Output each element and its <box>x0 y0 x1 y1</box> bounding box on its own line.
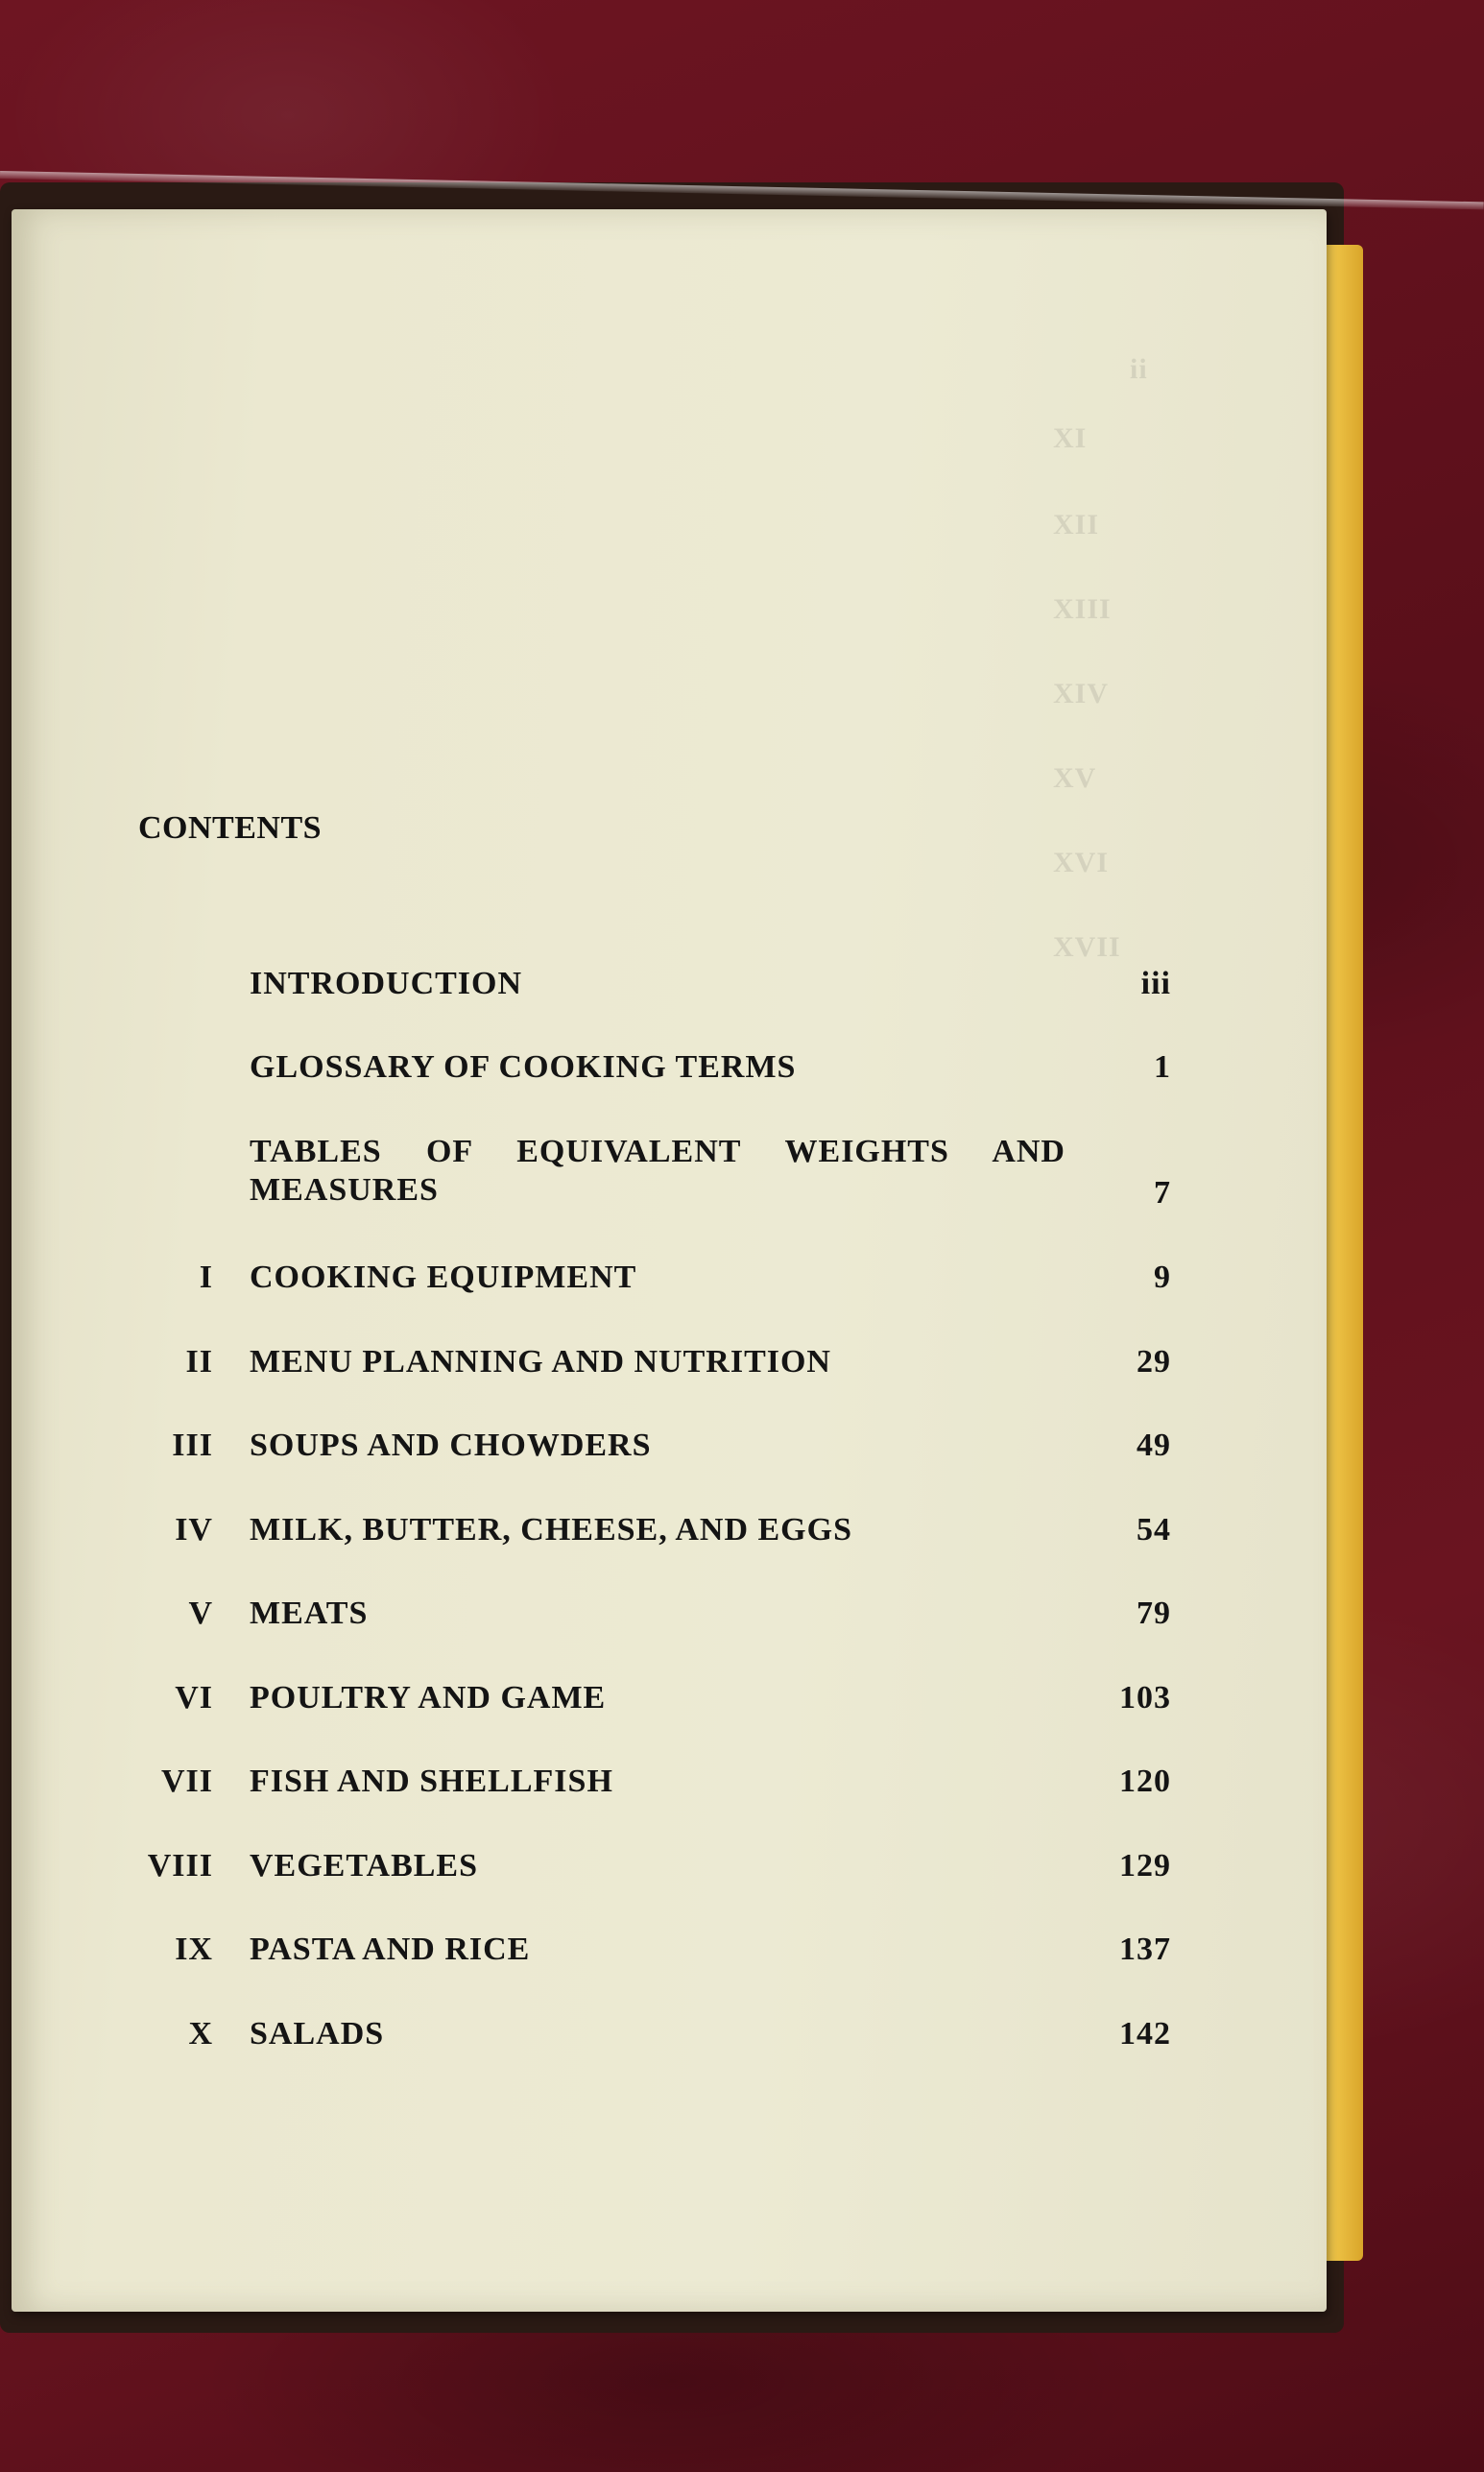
toc-chapter-number: I <box>199 1260 213 1295</box>
toc-entry-glossary <box>12 1049 1327 1107</box>
toc-entry-title: SALADS <box>250 2016 385 2052</box>
toc-entry-chapter-v <box>12 1596 1327 1653</box>
toc-page-number: 129 <box>1119 1848 1171 1884</box>
toc-page-number: 142 <box>1119 2016 1171 2052</box>
toc-chapter-number: VII <box>160 1764 213 1799</box>
toc-chapter-number: IX <box>175 1932 213 1967</box>
toc-page-number: 7 <box>1154 1175 1171 1211</box>
toc-entry-title: PASTA AND RICE <box>250 1932 531 1967</box>
toc-chapter-number: III <box>172 1428 213 1463</box>
toc-entry-chapter-viii <box>12 1848 1327 1906</box>
toc-entry-chapter-ix <box>12 1932 1327 1989</box>
toc-chapter-number: VI <box>175 1680 213 1716</box>
toc-entry-chapter-vi <box>12 1680 1327 1738</box>
toc-entry-title: SOUPS AND CHOWDERS <box>250 1428 652 1463</box>
toc-chapter-number: II <box>185 1344 213 1380</box>
toc-entry-chapter-x <box>12 2016 1327 2074</box>
toc-entry-title: MEATS <box>250 1596 369 1631</box>
toc-page-number: 1 <box>1154 1049 1171 1085</box>
show-through-text: ii XI XII XIII XIV XV XVI XVII <box>1053 353 1148 963</box>
toc-entry-title: VEGETABLES <box>250 1848 479 1884</box>
toc-entry-title: COOKING EQUIPMENT <box>250 1260 637 1295</box>
toc-entry-title: MILK, BUTTER, CHEESE, AND EGGS <box>250 1512 852 1548</box>
toc-chapter-number: VIII <box>147 1848 213 1884</box>
toc-page-number: 79 <box>1137 1596 1171 1631</box>
toc-entry-chapter-iii <box>12 1428 1327 1485</box>
toc-entry-chapter-ii <box>12 1344 1327 1402</box>
toc-entry-title: INTRODUCTION <box>250 966 523 1001</box>
toc-page-number: iii <box>1140 966 1171 1001</box>
toc-entry-chapter-vii <box>12 1764 1327 1821</box>
toc-page-number: 29 <box>1137 1344 1171 1380</box>
toc-entry-chapter-iv <box>12 1512 1327 1570</box>
toc-page-number: 54 <box>1137 1512 1171 1548</box>
toc-page-number: 49 <box>1137 1428 1171 1463</box>
contents-heading: CONTENTS <box>138 810 323 846</box>
book-page <box>12 209 1327 2312</box>
toc-entry-title: FISH AND SHELLFISH <box>250 1764 613 1799</box>
toc-entry-title: MENU PLANNING AND NUTRITION <box>250 1344 831 1380</box>
toc-entry-title: GLOSSARY OF COOKING TERMS <box>250 1049 797 1085</box>
toc-entry-introduction <box>12 966 1327 1023</box>
toc-entry-title: TABLES OF EQUIVALENT WEIGHTS AND MEASURES <box>250 1134 1065 1208</box>
toc-page-number: 137 <box>1119 1932 1171 1967</box>
toc-chapter-number: IV <box>175 1512 213 1548</box>
toc-entry-chapter-i <box>12 1260 1327 1317</box>
toc-entry-title: POULTRY AND GAME <box>250 1680 607 1716</box>
toc-chapter-number: V <box>188 1596 213 1631</box>
toc-page-number: 9 <box>1154 1260 1171 1295</box>
toc-entry-tables <box>12 1133 1327 1229</box>
toc-page-number: 103 <box>1119 1680 1171 1716</box>
toc-chapter-number: X <box>188 2016 213 2052</box>
toc-page-number: 120 <box>1119 1764 1171 1799</box>
